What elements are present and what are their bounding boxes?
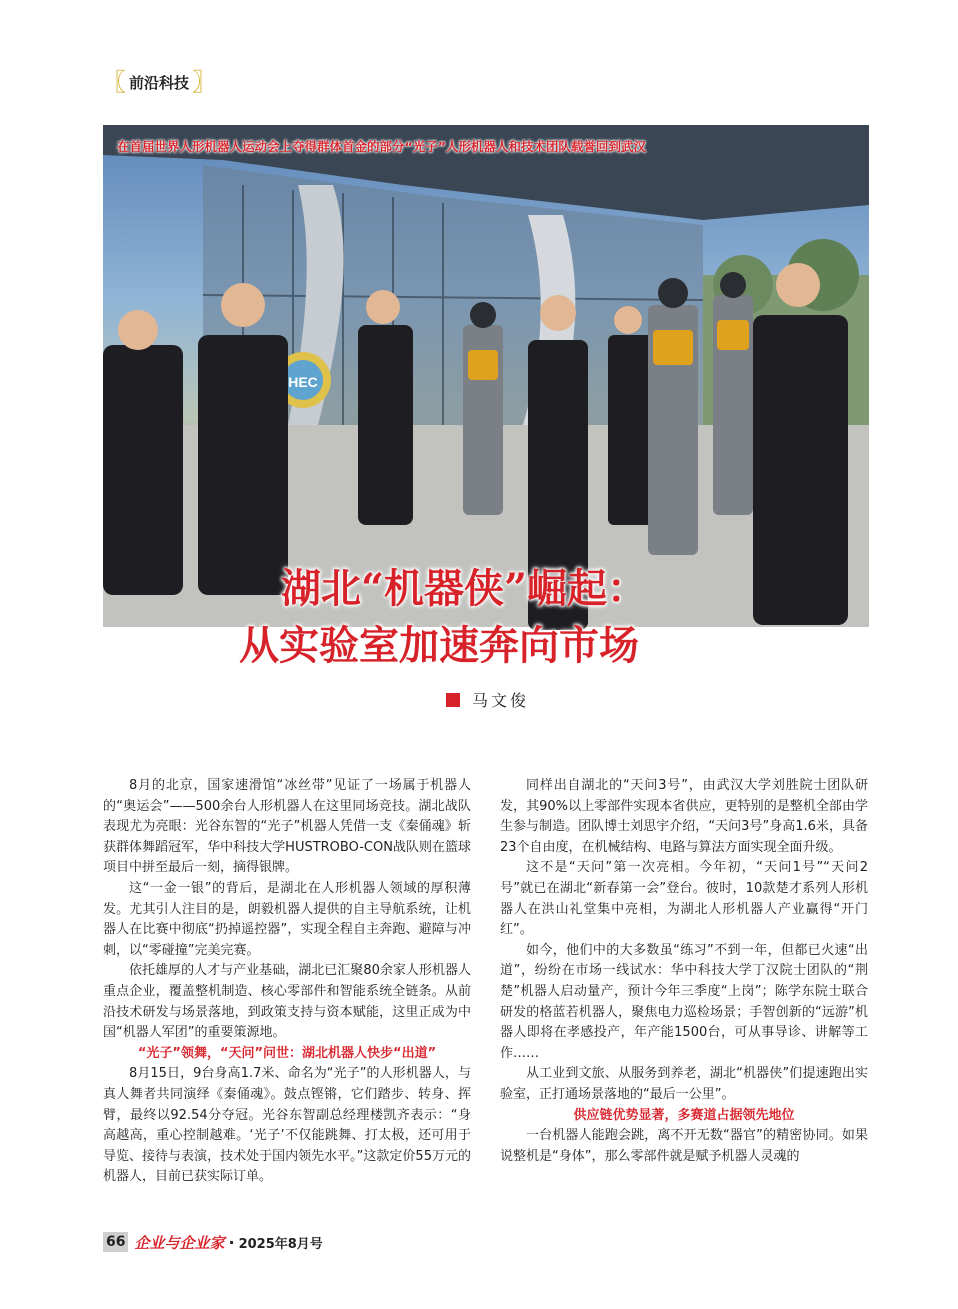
- paragraph: 8月15日，9台身高1.7米、命名为“光子”的人形机器人，与真人舞者共同演绎《秦俑魂》。鼓点铿锵，它们踏步、转身、挥臂，最终以92.54分夺冠。光谷东智副总经理楼凯齐表示：“身高越高，重心控制越难。‘光子’不仅能跳舞、打太极，还可用于导览、接待与表演，技术处于国内领先水平。”这款定价55万元的机器人，目前已获实际订单。: [103, 1066, 471, 1185]
- article-column-left: [103, 776, 471, 1188]
- paragraph: 同样出自湖北的“天问3号”，由武汉大学刘胜院士团队研发，其90%以上零部件实现本省供应，更特别的是整机全部由学生参与制造。团队博士刘思宇介绍，“天问3号”身高1.6米，具备23个自由度，在机械结构、电路与算法方面实现全面升级。: [500, 778, 868, 855]
- hero-illustration: [103, 125, 869, 627]
- section-tag: [102, 66, 216, 98]
- bracket-left-icon: 〖: [102, 68, 126, 96]
- section-label: 前沿科技: [129, 73, 190, 92]
- page-number: 66: [103, 1232, 128, 1252]
- paragraph: 这不是“天问”第一次亮相。今年初，“天问1号”“天问2号”就已在湖北“新春第一会”登台。彼时，10款楚才系列人形机器人在洪山礼堂集中亮相，为湖北人形机器人产业赢得“开门红”。: [500, 860, 868, 938]
- footer-separator: ·: [228, 1232, 235, 1252]
- photo-caption: 在首届世界人形机器人运动会上夺得群体首金的部分“光子”人形机器人和技术团队载誉回到武汉: [117, 139, 646, 154]
- subheading: 供应链优势显著，多赛道占据领先地位: [573, 1107, 795, 1123]
- paragraph: 一台机器人能跑会跳，离不开无数“器官”的精密协同。如果说整机是“身体”，那么零部件就是赋予机器人灵魂的: [500, 1128, 868, 1164]
- paragraph: 从工业到文旅、从服务到养老，湖北“机器侠”们提速跑出实验室，正打通场景落地的“最后一公里”。: [500, 1066, 868, 1102]
- hero-photo: [103, 125, 869, 669]
- issue-date: 2025年8月号: [238, 1236, 323, 1252]
- page-footer: [103, 1231, 323, 1253]
- byline-square-icon: [446, 693, 460, 707]
- author-name: 马文俊: [472, 691, 530, 710]
- paragraph: 依托雄厚的人才与产业基础，湖北已汇聚80余家人形机器人重点企业，覆盖整机制造、核心零部件和智能系统全链条。从前沿技术研发与场景落地，到政策支持与资本赋能，这里正成为中国“机器人军团”的重要策源地。: [103, 963, 471, 1041]
- paragraph: 8月的北京，国家速滑馆“冰丝带”见证了一场属于机器人的“奥运会”——500余台人形机器人在这里同场竞技。湖北战队表现尤为亮眼：光谷东智的“光子”机器人凭借一支《秦俑魂》斩获群体舞蹈冠军，华中科技大学HUSTROBO-CON战队则在篮球项目中拼至最后一刻，摘得银牌。: [103, 778, 471, 876]
- article-title-line1: 湖北“机器侠”崛起：: [281, 565, 648, 612]
- subheading: “光子”领舞，“天问”问世：湖北机器人快步“出道”: [137, 1045, 437, 1061]
- paragraph: 这“一金一银”的背后，是湖北在人形机器人领域的厚积薄发。尤其引人注目的是，朗毅机器人提供的自主导航系统，让机器人在比赛中彻底“扔掉遥控器”，实现全程自主奔跑、避障与冲刺，以“零碰撞”完美完赛。: [103, 880, 471, 958]
- paragraph: 如今，他们中的大多数虽“练习”不到一年，但都已火速“出道”，纷纷在市场一线试水：华中科技大学丁汉院士团队的“荆楚”机器人启动量产，预计今年三季度“上岗”；陈学东院士联合研发的格蓝若机器人，聚焦电力巡检场景；手智创新的“远游”机器人即将在孝感投产，年产能1500台，可从事导诊、讲解等工作……: [500, 942, 868, 1061]
- byline: [446, 688, 529, 711]
- article-column-right: [500, 776, 868, 1167]
- bracket-right-icon: 〗: [192, 68, 217, 96]
- magazine-name: 企业与企业家: [134, 1233, 225, 1252]
- article-title-line2: 从实验室加速奔向市场: [239, 622, 639, 669]
- hec-sign-text: HEC: [288, 374, 318, 390]
